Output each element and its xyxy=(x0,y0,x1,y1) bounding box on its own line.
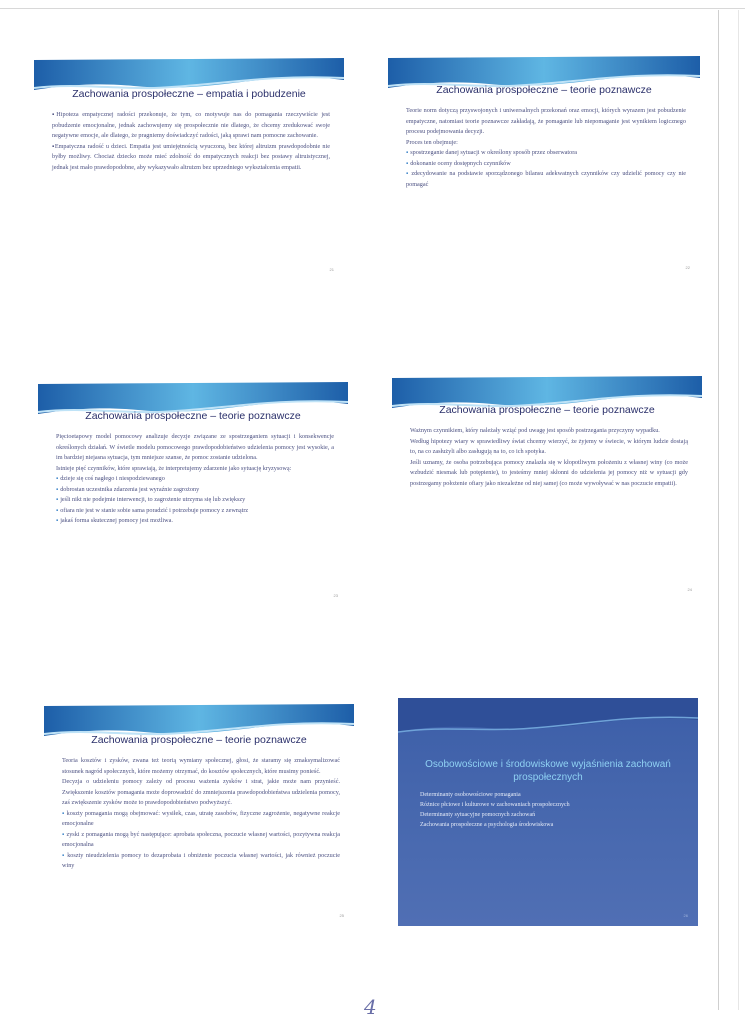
slide-2 xyxy=(388,48,700,278)
slide-bullet: ▪ zyski z pomagania mogą być następujące: aprobata społeczna, poczucie własnej wartości, pozytywna reakcja emocjonalna xyxy=(62,830,340,851)
slide-paragraph: Według hipotezy wiary w sprawiedliwy świat chcemy wierzyć, że żyjemy w świecie, w którym ludzie dostają to, na co zasłużyli albo zasługują na to, co ich spotyka. xyxy=(410,437,688,455)
slide-body xyxy=(56,432,334,527)
slide-paragraph: Istnieje pięć czynników, które sprawiają, że interpretujemy zdarzenie jako sytuację kryzysową: xyxy=(56,464,292,472)
section-topic-item: Determinanty sytuacyjne pomocnych zachowań xyxy=(420,812,536,818)
slide-body xyxy=(62,756,340,872)
slide-title: Zachowania prospołeczne – teorie poznawcze xyxy=(436,84,652,96)
slide-paragraph: Jeśli uznamy, że osoba potrzebująca pomocy znalazła się w kłopotliwym położeniu z własnej winy (co może wzbudzić niesmak lub potępienie), to jesteśmy mniej skłonni do udzielenia jej pomocy niż w sytuacji gdy postrzegamy położenie ofiary jako niezależne od niej samej (co może wywoływać w nas poczucie empatii). xyxy=(410,458,688,487)
slide-bullet: ▪ jakaś forma skutecznej pomocy jest możliwa. xyxy=(56,516,334,527)
slide-page-number: 25 xyxy=(339,913,344,918)
scan-edge-right xyxy=(718,10,719,1010)
slide-6 xyxy=(398,698,698,926)
slide-banner-wave xyxy=(398,698,698,748)
slide-title: Zachowania prospołeczne – teorie poznawcze xyxy=(91,734,307,746)
slide-5 xyxy=(44,696,354,926)
slide-body xyxy=(410,426,688,489)
slide-page-number: 22 xyxy=(685,265,690,270)
slide-paragraph: ▪Empatyczna radość u dzieci. Empatia jest umiejętnością wyuczoną, bez której altruizm prawdopodobnie nie byłby możliwy. Chociaż dziecko może mieć zdolność do empatycznych reakcji bez postawy altruistycznej, jednak jest mało prawdopodobne, aby wykazywało altruizm bez uprzedniego wykształcenia empatii. xyxy=(52,142,330,171)
slide-title: Zachowania prospołeczne – empatia i pobudzenie xyxy=(72,88,306,100)
slide-paragraph: Decyzja o udzieleniu pomocy zależy od procesu ważenia zysków i strat, jakie może nam przynieść. Zwiększenie kosztów pomagania może doprowadzić do zmniejszenia prawdopodobieństwa udzielenia pomocy, zaś zwiększenie zysków może to prawdopodobieństwo podwyższyć. xyxy=(62,778,340,806)
slide-page-number: 23 xyxy=(333,593,338,598)
slide-bullet: ▪ jeśli nikt nie podejmie interwencji, to zagrożenie utrzyma się lub zwiększy xyxy=(56,495,334,506)
slide-paragraph: Teorie norm dotyczą przyswojonych i uniwersalnych przekonań oraz emocji, których wyrazem jest pobudzenie empatyczne, natomiast teorie poznawcze zakładają, że pomaganie lub niepomaganie jest wynikiem logicznego procesu podejmowania decyzji. xyxy=(406,107,686,135)
slide-body xyxy=(406,106,686,190)
slide-page-number: 24 xyxy=(687,587,692,592)
section-topic-item: Zachowania prospołeczne a psychologia środowiskowa xyxy=(420,822,554,828)
slide-bullet: ▪ zdecydowanie na podstawie sporządzonego bilansu adekwatnych czynników czy udzielić pomocy czy nie pomagać xyxy=(406,169,686,190)
slide-bullet: ▪ koszty pomagania mogą obejmować: wysiłek, czas, utratę zasobów, fizyczne zagrożenie, negatywne reakcje emocjonalne xyxy=(62,809,340,830)
slide-bullet: ▪ dobrostan uczestnika zdarzenia jest wyraźnie zagrożony xyxy=(56,485,334,496)
slide-page-number: 21 xyxy=(329,267,334,272)
slide-body xyxy=(52,110,330,173)
section-topic-item: Determinanty osobowościowe pomagania xyxy=(420,792,521,798)
slide-paragraph: Teoria kosztów i zysków, zwana też teorią wymiany społecznej, głosi, że staramy się zmaksymalizować stosunek nagród społecznych, które możemy otrzymać, do kosztów społecznych, które musimy ponieść. xyxy=(62,757,340,775)
scan-edge-right-2 xyxy=(738,10,739,1010)
slide-title: Zachowania prospołeczne – teorie poznawcze xyxy=(439,404,655,416)
slide-bullet: ▪ spostrzeganie danej sytuacji w określony sposób przez obserwatora xyxy=(406,148,686,159)
slide-page-number: 26 xyxy=(683,913,688,918)
handwritten-page-number: 4 xyxy=(364,995,377,1019)
slide-paragraph: Proces ten obejmuje: xyxy=(406,138,458,146)
slide-title: Zachowania prospołeczne – teorie poznawcze xyxy=(85,410,301,422)
section-title: Osobowościowe i środowiskowe wyjaśnienia zachowań prospołecznych xyxy=(425,759,671,783)
slide-bullet: ▪ koszty nieudzielenia pomocy to dezaprobata i obniżenie poczucia własnej wartości, jak również poczucie winy xyxy=(62,851,340,872)
slide-3 xyxy=(38,374,348,606)
slide-paragraph: ▪Hipoteza empatycznej radości przekonuje, że tym, co motywuje nas do pomagania rzeczywiście jest pobudzenie emocjonalne, jednak zachowujemy się prospołecznie nie dlatego, że chcemy zredukować swoje negatywne emocje, ale dlatego, że pragniemy doświadczyć radości, jaką sprawi nam pomocne zachowanie. xyxy=(52,111,330,139)
slide-4 xyxy=(392,368,702,600)
slide-1 xyxy=(34,50,344,280)
slide-paragraph: Ważnym czynnikiem, który należały wziąć pod uwagę jest sposób postrzegania przyczyny wypadku. xyxy=(410,427,660,434)
slide-bullet: ▪ dzieje się coś nagłego i niespodziewanego xyxy=(56,474,334,485)
slide-bullet: ▪ ofiara nie jest w stanie sobie sama poradzić i potrzebuje pomocy z zewnątrz xyxy=(56,506,334,517)
slide-paragraph: Pięcioetapowy model pomocowy analizuje decyzje związane ze spostrzeganiem sytuacji i konsekwencje określonych działań. W świetle modelu pomocowego prawdopodobieństwo udzielenia pomocy jest wysokie, a im bardziej niejasna sytuacja, tym mniejsze szanse, że pomoc zostanie udzielona. xyxy=(56,433,334,461)
section-topics-list xyxy=(420,790,570,830)
slide-bullet: ▪ dokonanie oceny dostępnych czynników xyxy=(406,159,686,170)
section-topic-item: Różnice płciowe i kulturowe w zachowaniach prospołecznych xyxy=(420,802,570,808)
scan-edge-top xyxy=(0,8,745,9)
